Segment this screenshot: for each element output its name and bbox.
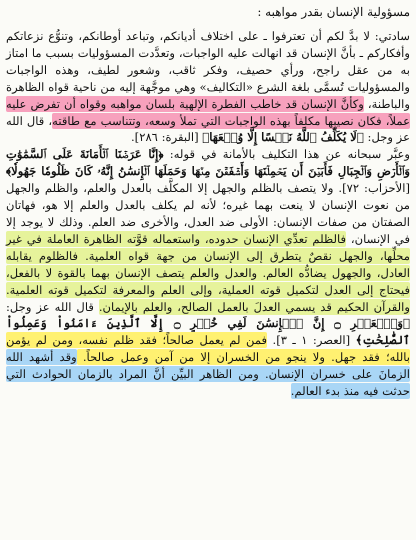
text-segment: [العصر: ١ ـ ٣]. xyxy=(267,333,356,348)
highlighted-text-lime: فالظلم تعدِّي الإنسان حدوده، واستعماله قوَّته الظاهرة العاملة في غير محلِّها، والجهل نقصٌ يتطرق إلى الإنسان من جهة قواه العلمية. فالظلوم يقابله العادل، والجهول يضادُّه العالم. والعدل والعلم يتصف الإنسان بهما بالقوة لا بالفعل، فيحتاج إلى العدل لتكميل قوته العملية، وإلى العلم والمعرفة لتكميل قوته العلمية. والقرآن الحكيم قد يسمي العدلَ بالعمل الصالح، والعلم بالإيمان. xyxy=(6,231,410,314)
text-segment: وعبَّر سبحانه عن هذا التكليف بالأمانة في قوله: xyxy=(163,147,410,162)
text-segment: [البقرة: ٢٨٦]. xyxy=(131,130,203,145)
text-segment: سادتي: لا بدَّ لكم أن تعترفوا ـ على اختلاف أديانكم، وتباعد أوطانكم، وتنوُّع نزعاتكم وأفكاركم ـ بأنَّ الإنسان قد انهالت عليه الواجبات، وتعدَّدت المسؤوليات بسبب ما امتاز به من عقل راجح، ورأي حصيف، وفكر ثاقب، وشعور لطيف، وهذه الواجبات والمسؤوليات تُسمَّى بلغة الشرع «التكاليف» وهي موجَّهة إليه من ناحية قواه الظاهرة والباطنة، xyxy=(6,29,410,111)
quran-verse: ﴿إِنَّا عَرَضۡنَا ٱلۡأَمَانَةَ عَلَى ٱلسَّمَٰوَٰتِ وَٱلۡأَرۡضِ وَٱلۡجِبَالِ فَأَبَيۡنَ أَن يَحۡمِلۡنَهَا وَأَشۡفَقۡنَ مِنۡهَا وَحَمَلَهَا ٱلۡإِنسَٰنُ إِنَّهُۥ كَانَ ظَلُومٗا جَهُولٗا﴾ xyxy=(6,147,410,179)
paragraph xyxy=(6,146,410,400)
quran-verse: ﴿وَٱلۡعَصۡرِ ۝ إِنَّ ٱلۡإِنسَٰنَ لَفِي خُسۡرٍ ۝ إِلَّا ٱلَّذِينَ ءَامَنُواْ وَعَمِلُواْ ٱلصَّٰلِحَٰتِ﴾ xyxy=(6,316,410,348)
text-segment: ، قال الله عز وجل: xyxy=(6,113,410,145)
text-segment: قال الله عز وجل: xyxy=(6,299,99,314)
highlighted-text-yellow: فمن لم يعمل صالحاً؛ فقد ظلم نفسه، ومن لم يؤمن بالله؛ فقد جهل. ولا ينجو من الخسران إلا من آمن وعمل صالحاً. xyxy=(6,333,410,365)
quran-verse: ﴿لَا يُكَلِّفُ ٱللَّهُ نَفۡسًا إِلَّا وُسۡعَهَا﴾ xyxy=(202,130,364,145)
text-segment: [الأحزاب: ٧٢]. ولا يتصف بالظلم والجهل إلا المكلَّف بالعدل والعلم، والظلم والجهل من نعوت الإنسان لا ينعت بهما غيره؛ لأنه لم يكلف بالعدل والعلم إلا هو، فهاتان الصفتان من صفات الإنسان: الأولى ضد العدل، والأخرى ضد العلم. وذلك لا يوجد إلا في الإنسان، xyxy=(6,181,410,246)
highlighted-text-blue: وقد أشهد الله الزمانَ على خسران الإنسان. ومن الظاهر البيِّن أنَّ المراد بالزمان الحوادث التي حدثت فيه منذ بدء العالم. xyxy=(6,350,410,399)
document-body xyxy=(6,28,410,534)
section-heading: مسؤولية الإنسان بقدر مواهبه : xyxy=(257,5,410,19)
paragraph xyxy=(6,28,410,146)
highlighted-text-pink: وكأنَّ الإنسان قد خاطب الفطرة الإلهية بلسان مواهبه وقواه أن تفرض عليه عملاً، فكان نصيبها مكلفاً بهذه الواجبات التي تملأ وسعه، وتتناسب مع طاقته xyxy=(6,96,410,128)
